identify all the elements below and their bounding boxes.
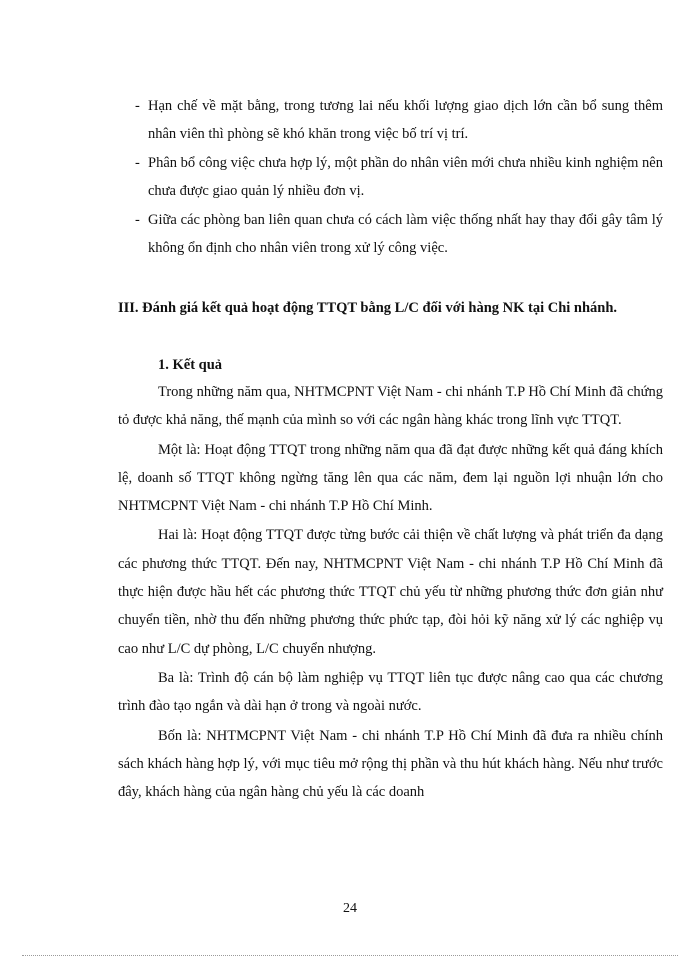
bullet-marker: - [135, 212, 140, 228]
paragraph-bon-la: Bốn là: NHTMCPNT Việt Nam - chi nhánh T.P Hồ Chí Minh đã đưa ra nhiều chính sách khách hàng hợp lý, với mục tiêu mở rộng thị phần và thu hút khách hàng. Nếu như trước đây, khách hàng của ngân hàng chủ yếu là các doanh [118, 727, 663, 801]
paragraph-ba-la: Ba là: Trình độ cán bộ làm nghiệp vụ TTQT liên tục được nâng cao qua các chương trình đào tạo ngắn và dài hạn ở trong và ngoài nước. [118, 669, 663, 715]
paragraph-hai-la: Hai là: Hoạt động TTQT được từng bước cải thiện về chất lượng và phát triển đa dạng các phương thức TTQT. Đến nay, NHTMCPNT Việt Nam - chi nhánh T.P Hồ Chí Minh đã thực hiện được hầu hết các phương thức TTQT chủ yếu từ những phương thức đơn giản như chuyển tiền, nhờ thu đến những phương thức phức tạp, đòi hỏi kỹ năng xử lý các nghiệp vụ cao như L/C dự phòng, L/C chuyển nhượng. [118, 527, 663, 657]
paragraph-intro: Trong những năm qua, NHTMCPNT Việt Nam - chi nhánh T.P Hồ Chí Minh đã chứng tỏ được khả năng, thế mạnh của mình so với các ngân hàng khác trong lĩnh vực TTQT. [118, 384, 663, 429]
bullet-marker: - [135, 98, 140, 114]
bullet-text: Phân bổ công việc chưa hợp lý, một phần do nhân viên mới chưa nhiều kinh nghiệm nên chưa được giao quản lý nhiều đơn vị. [148, 155, 663, 199]
section-heading: III. Đánh giá kết quả hoạt động TTQT bằng L/C đối với hàng NK tại Chi nhánh. [118, 300, 618, 316]
page-bottom-divider [22, 955, 678, 956]
body-text [118, 378, 663, 807]
bullet-item-2 [135, 149, 663, 205]
bullet-marker: - [135, 155, 140, 171]
bullet-text: Hạn chế về mặt bằng, trong tương lai nếu khối lượng giao dịch lớn cần bổ sung thêm nhân viên thì phòng sẽ khó khăn trong việc bố trí vị trí. [148, 98, 663, 142]
bullet-item-1 [135, 92, 663, 148]
page-number: 24 [343, 901, 357, 916]
subsection-heading: 1. Kết quả [158, 357, 223, 373]
bullet-list [135, 92, 663, 263]
bullet-text: Giữa các phòng ban liên quan chưa có cách làm việc thống nhất hay thay đổi gây tâm lý không ổn định cho nhân viên trong xử lý công việc. [148, 212, 663, 256]
bullet-item-3 [135, 206, 663, 262]
paragraph-mot-la: Một là: Hoạt động TTQT trong những năm qua đã đạt được những kết quả đáng khích lệ, doanh số TTQT không ngừng tăng lên qua các năm, đem lại nguồn lợi nhuận lớn cho NHTMCPNT Việt Nam - chi nhánh T.P Hồ Chí Minh. [118, 441, 663, 515]
